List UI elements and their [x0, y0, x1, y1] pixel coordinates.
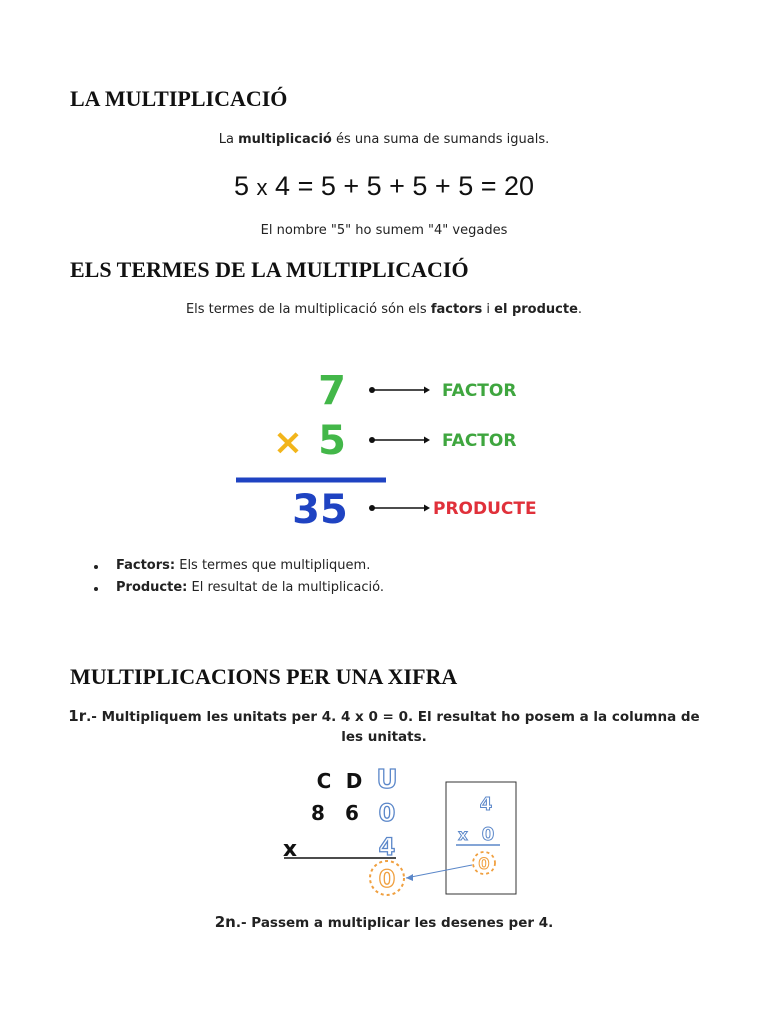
step-2: [60, 912, 708, 933]
box-top-digit: 4: [479, 794, 493, 815]
definition-text: El resultat de la multiplicació.: [187, 580, 384, 595]
result-unitats: 0: [378, 865, 396, 893]
terms-intro-mid: i: [482, 302, 495, 317]
digit-centenes: 8: [311, 801, 325, 825]
header-c: C: [316, 769, 332, 793]
connector-arrow: [406, 865, 472, 878]
definition-term: Producte:: [116, 580, 188, 595]
factor1-number: 7: [318, 368, 346, 414]
list-item: [94, 556, 384, 578]
label-factor1: FACTOR: [442, 381, 517, 401]
equation-note: El nombre "5" ho sumem "4" vegades: [260, 223, 508, 238]
list-item: [94, 578, 384, 600]
step-number: 2n: [214, 913, 236, 931]
heading-xifra: MULTIPLICACIONS PER UNA XIFRA: [70, 664, 458, 689]
header-d: D: [345, 769, 363, 793]
step-text: .- Multipliquem les unitats per 4. 4 x 0 = 0. El resultat ho posem a la columna de les unitats.: [86, 709, 700, 745]
equation-rest: 4 = 5 + 5 + 5 + 5 = 20: [275, 171, 535, 201]
label-product: PRODUCTE: [433, 499, 537, 519]
heading-multiplicacio: LA MULTIPLICACIÓ: [70, 86, 288, 111]
terms-intro-start: Els termes de la multiplicació són els: [185, 302, 431, 317]
arrow-icon: [369, 387, 430, 394]
intro-text-start: La: [218, 132, 239, 147]
box-times-sign: x: [458, 826, 468, 844]
digit-desenes: 6: [345, 801, 359, 825]
box-result-digit: 0: [478, 854, 490, 873]
arrow-icon: [369, 505, 430, 512]
terms-intro-factors: factors: [430, 302, 483, 317]
terms-intro-paragraph: [0, 302, 768, 317]
calculation-diagram: [270, 744, 520, 909]
factor2-number: 5: [318, 418, 346, 464]
step-1: [60, 706, 708, 747]
box-mid-digit: 0: [481, 824, 495, 845]
intro-text-end: és una suma de sumands iguals.: [331, 132, 550, 147]
definitions-list: [94, 556, 384, 600]
terms-intro-producte: el producte: [494, 302, 578, 317]
example-equation: [0, 171, 768, 202]
times-sign: x: [282, 837, 298, 862]
equation-times-sign: x: [256, 175, 268, 200]
heading-termes: ELS TERMES DE LA MULTIPLICACIÓ: [70, 257, 469, 282]
arrow-icon: [369, 437, 430, 444]
product-number: 35: [292, 487, 348, 533]
header-u: U: [376, 765, 398, 795]
intro-paragraph: [0, 132, 768, 147]
intro-bold-term: multiplicació: [238, 132, 332, 147]
times-sign: ×: [272, 422, 304, 463]
definition-term: Factors:: [116, 558, 176, 573]
arrow-icon: [406, 874, 413, 881]
definition-text: Els termes que multipliquem.: [175, 558, 371, 573]
digit-unitats: 0: [378, 799, 396, 827]
terms-diagram: [220, 358, 560, 538]
step-number: 1r: [68, 707, 87, 725]
terms-intro-end: .: [577, 302, 583, 317]
label-factor2: FACTOR: [442, 431, 517, 451]
equation-first-term: 5: [233, 171, 250, 201]
step-text: .- Passem a multiplicar les desenes per 4.: [235, 915, 554, 931]
multiplier-digit: 4: [378, 833, 396, 861]
